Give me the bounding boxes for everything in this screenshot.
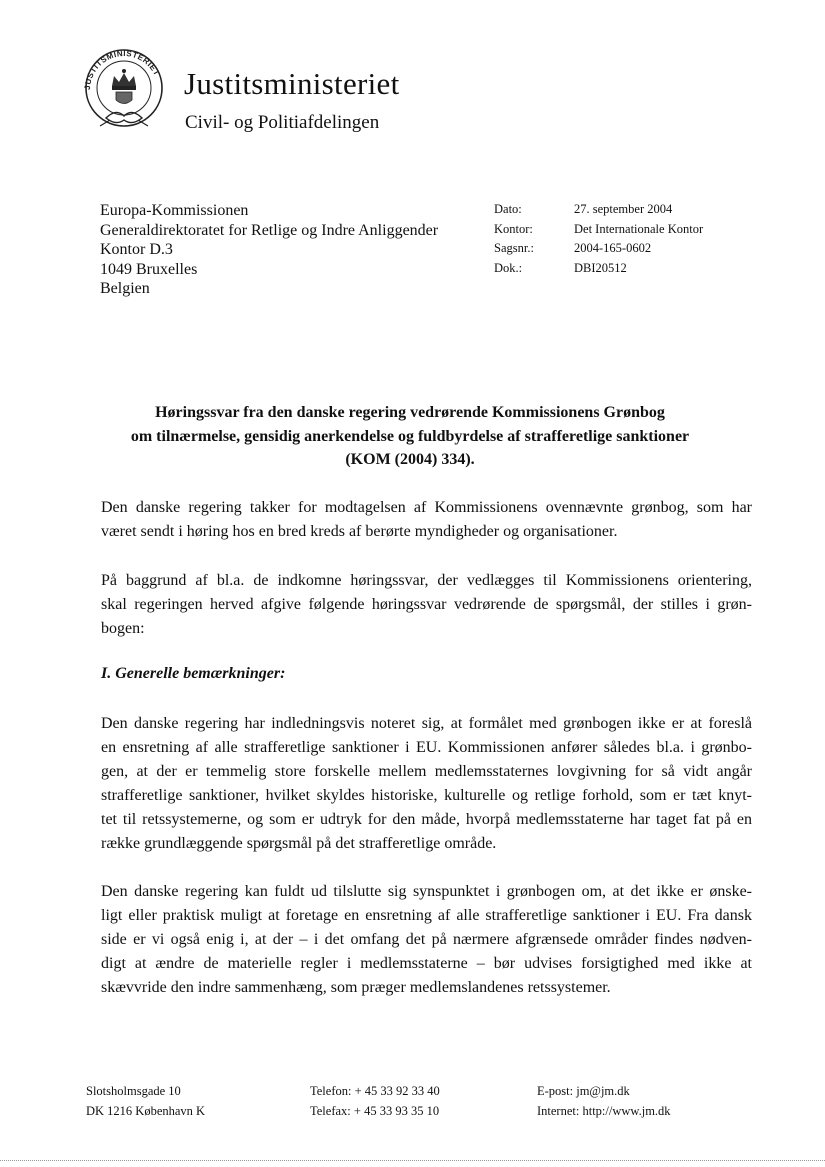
paragraph-general-2 [101, 880, 752, 1000]
text-line: På baggrund af bl.a. de indkomne høringssvar, der vedlægges til Kommissionens orientering, [101, 572, 752, 589]
footer-phone [310, 1082, 440, 1121]
document-title [60, 401, 760, 472]
meta-value: Det Internationale Kontor [574, 221, 704, 236]
text-line: Den danske regering kan fuldt ud tilslutte sig synspunktet i grønbogen om, at det ikke er ønske- [101, 883, 752, 900]
text-line: skævvride den indre sammenhæng, som præger medlemslandenes retssystemer. [101, 979, 611, 996]
address-line: Kontor D.3 [100, 241, 173, 258]
text-line: digt at ændre de materielle regler i medlemsstaterne – bør udvises forsigtighed med ikke at [101, 955, 752, 972]
ministry-name: Justitsministeriet [184, 66, 400, 101]
title-line: (KOM (2004) 334). [345, 451, 475, 468]
footer-line: Telefon: + 45 33 92 33 40 [310, 1084, 440, 1098]
meta-row-date [494, 200, 703, 220]
text-line: tet til retssystemerne, og som er udtryk for den måde, hvorpå medlemsstaterne har taget fat på en [101, 811, 752, 828]
title-line: Høringssvar fra den danske regering vedrørende Kommissionens Grønbog [155, 404, 665, 421]
text-line: række grundlæggende spørgsmål på det strafferetlige område. [101, 835, 497, 852]
meta-row-case-number [494, 239, 703, 259]
footer-divider [0, 1160, 825, 1161]
text-line: Den danske regering takker for modtagelsen af Kommissionens ovennævnte grønbog, som har [101, 499, 752, 516]
text-line: Den danske regering har indledningsvis noteret sig, at formålet med grønbogen ikke er at foreslå [101, 715, 752, 732]
svg-text:JUSTITSMINISTERIET: JUSTITSMINISTERIET [82, 48, 162, 91]
paragraph-intro [101, 496, 752, 544]
meta-row-office [494, 220, 703, 240]
section-heading: I. Generelle bemærkninger: [101, 665, 286, 682]
ministry-seal-logo [76, 40, 172, 130]
meta-value: 27. september 2004 [574, 202, 673, 216]
meta-label: Dok.: [494, 260, 523, 275]
meta-row-document [494, 259, 703, 279]
address-line: Europa-Kommissionen [100, 202, 249, 219]
text-line: en ensretning af alle strafferetlige sanktioner i EU. Kommissionen anfører således bl.a. i grønbo- [101, 739, 752, 756]
meta-label: Dato: [494, 202, 522, 216]
footer-email: E-post: jm@jm.dk [537, 1084, 630, 1098]
address-line: Belgien [100, 280, 150, 297]
footer-address [86, 1082, 205, 1121]
address-line: 1049 Bruxelles [100, 260, 198, 278]
footer-line: Telefax: + 45 33 93 35 10 [310, 1103, 440, 1118]
address-line: Generaldirektoratet for Retlige og Indre Anliggender [100, 221, 439, 239]
footer-website: Internet: http://www.jm.dk [537, 1103, 671, 1118]
text-line: bogen: [101, 620, 145, 637]
text-line: side er vi også enig i, at der – i det omfang det på nærmere afgrænsede områder findes nødven- [101, 931, 752, 948]
text-line: været sendt i høring hos en bred kreds af berørte myndigheder og organisationer. [101, 523, 618, 540]
document-meta [494, 200, 703, 278]
meta-label: Sagsnr.: [494, 241, 534, 255]
division-name: Civil- og Politiafdelingen [185, 112, 380, 133]
recipient-address [100, 201, 438, 299]
footer-line: Slotsholmsgade 10 [86, 1084, 181, 1098]
paragraph-background [101, 569, 752, 641]
text-line: gen, at der er temmelig store forskelle mellem medlemsstaternes lovgivning for så vidt angår [101, 763, 752, 780]
meta-value: DBI20512 [574, 260, 627, 275]
paragraph-general-1 [101, 712, 752, 856]
meta-label: Kontor: [494, 221, 533, 236]
footer-contact [537, 1082, 671, 1121]
meta-value: 2004-165-0602 [574, 241, 652, 255]
title-line: om tilnærmelse, gensidig anerkendelse og fuldbyrdelse af strafferetlige sanktioner [130, 427, 690, 445]
text-line: strafferetlige sanktioner, hvilket skyldes historiske, kulturelle og retlige forhold, som er tæt knyt- [101, 787, 752, 804]
text-line: ligt eller praktisk muligt at foretage en ensretning af alle strafferetlige sanktioner i EU. Fra dansk [101, 907, 752, 924]
text-line: skal regeringen herved afgive følgende høringssvar vedrørende de spørgsmål, der stilles i grøn- [101, 596, 752, 613]
footer-line: DK 1216 København K [86, 1103, 206, 1118]
